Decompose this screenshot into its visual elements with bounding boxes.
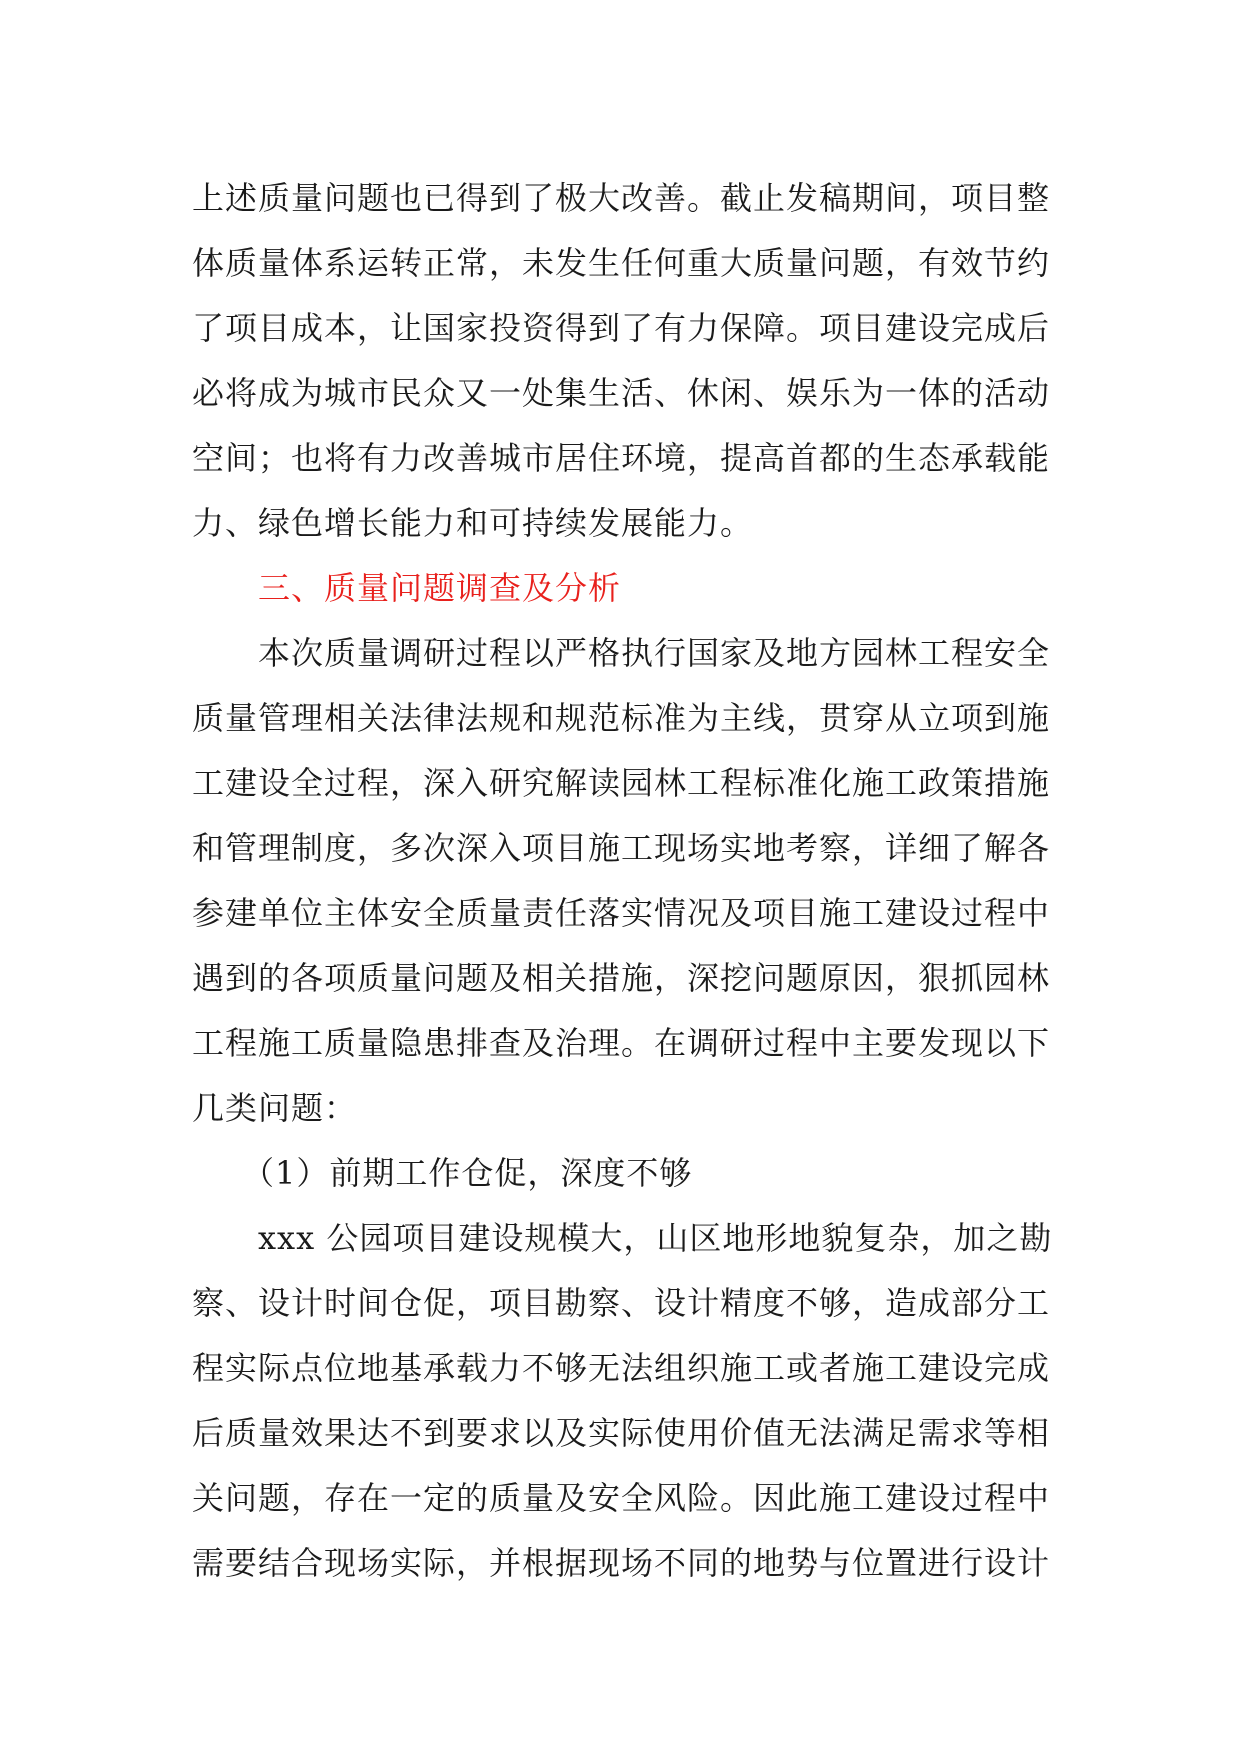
- subsection-paragraph: [192, 1206, 1053, 1596]
- text-line: 需要结合现场实际，并根据现场不同的地势与位置进行设计: [192, 1544, 1051, 1582]
- text-line: 参建单位主体安全质量责任落实情况及项目施工建设过程中: [192, 894, 1051, 932]
- text-line: 关问题，存在一定的质量及安全风险。因此施工建设过程中: [192, 1479, 1051, 1517]
- text-line: 程实际点位地基承载力不够无法组织施工或者施工建设完成: [192, 1349, 1051, 1387]
- text-line: 了项目成本，让国家投资得到了有力保障。项目建设完成后: [192, 309, 1051, 347]
- section-heading: 三、质量问题调查及分析: [258, 569, 622, 607]
- text-line: 力、绿色增长能力和可持续发展能力。: [192, 504, 754, 542]
- section-paragraph: [192, 621, 1051, 1141]
- text-line: 上述质量问题也已得到了极大改善。截止发稿期间，项目整: [192, 179, 1051, 217]
- text-line: 遇到的各项质量问题及相关措施，深挖问题原因，狠抓园林: [192, 959, 1051, 997]
- text-line: 察、设计时间仓促，项目勘察、设计精度不够，造成部分工: [192, 1284, 1051, 1322]
- subheading-block: [192, 1141, 1038, 1206]
- text-line: 工建设全过程，深入研究解读园林工程标准化施工政策措施: [192, 764, 1051, 802]
- text-line: 本次质量调研过程以严格执行国家及地方园林工程安全: [258, 634, 1051, 672]
- section-heading-block: [192, 556, 1038, 621]
- text-line: 质量管理相关法律法规和规范标准为主线，贯穿从立项到施: [192, 699, 1051, 737]
- text-line: 几类问题：: [192, 1089, 358, 1127]
- text-line: 体质量体系运转正常，未发生任何重大质量问题，有效节约: [192, 244, 1051, 282]
- subheading: （1）前期工作仓促，深度不够: [242, 1154, 693, 1192]
- text-line: 和管理制度，多次深入项目施工现场实地考察，详细了解各: [192, 829, 1051, 867]
- text-line: 空间；也将有力改善城市居住环境，提高首都的生态承载能: [192, 439, 1051, 477]
- text-line: 必将成为城市民众又一处集生活、休闲、娱乐为一体的活动: [192, 374, 1051, 412]
- text-line: xxx 公园项目建设规模大，山区地形地貌复杂，加之勘: [258, 1219, 1053, 1257]
- continued-paragraph: [192, 166, 1051, 556]
- text-line: 后质量效果达不到要求以及实际使用价值无法满足需求等相: [192, 1414, 1051, 1452]
- text-line: 工程施工质量隐患排查及治理。在调研过程中主要发现以下: [192, 1024, 1051, 1062]
